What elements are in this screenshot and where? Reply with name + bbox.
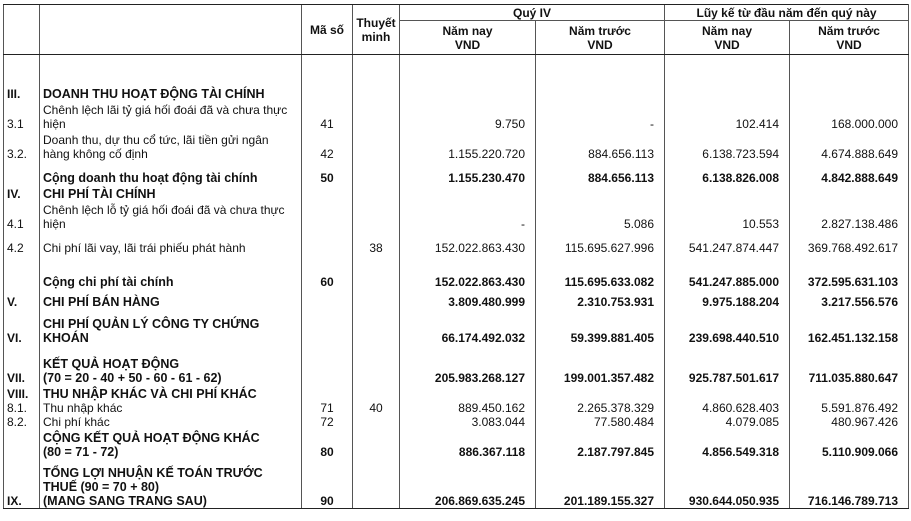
row-code: 90: [302, 459, 353, 509]
row-note: [353, 101, 400, 131]
row-value-3: 930.644.050.935: [665, 459, 790, 509]
row-value-1: 152.022.863.430: [400, 255, 536, 289]
row-value-2: 77.580.484: [536, 415, 665, 429]
row-value-2: [536, 385, 665, 401]
row-value-3: 925.787.501.617: [665, 345, 790, 385]
row-value-3: 6.138.723.594: [665, 131, 790, 161]
statement-row: [4, 309, 909, 345]
row-number: IV.: [4, 185, 40, 201]
row-description: Cộng doanh thu hoạt động tài chính: [40, 161, 302, 185]
row-note: [353, 309, 400, 345]
row-value-4: 716.146.789.713: [790, 459, 909, 509]
row-value-1: 205.983.268.127: [400, 345, 536, 385]
note-header: Thuyết minh: [353, 5, 400, 55]
q-this-year-header: Năm nay VND: [400, 21, 536, 55]
row-code: 80: [302, 429, 353, 459]
row-number: III.: [4, 55, 40, 101]
row-value-2: 2.187.797.845: [536, 429, 665, 459]
row-description: THU NHẬP KHÁC VÀ CHI PHÍ KHÁC: [40, 385, 302, 401]
code-header: Mã số: [302, 5, 353, 55]
row-note: 38: [353, 231, 400, 255]
row-description: Chi phí khác: [40, 415, 302, 429]
row-value-2: -: [536, 101, 665, 131]
row-code: 71: [302, 401, 353, 415]
row-number: IX.: [4, 459, 40, 509]
row-number: 3.2.: [4, 131, 40, 161]
row-value-3: 541.247.885.000: [665, 255, 790, 289]
row-number: 4.1: [4, 201, 40, 231]
statement-row: [4, 55, 909, 101]
statement-row: [4, 185, 909, 201]
row-value-4: 4.842.888.649: [790, 161, 909, 185]
row-note: [353, 161, 400, 185]
statement-row: [4, 289, 909, 309]
row-value-4: 5.591.876.492: [790, 401, 909, 415]
row-value-2: 2.265.378.329: [536, 401, 665, 415]
row-note: [353, 429, 400, 459]
row-value-1: 3.809.480.999: [400, 289, 536, 309]
row-value-2: [536, 185, 665, 201]
statement-row: [4, 201, 909, 231]
row-value-4: 162.451.132.158: [790, 309, 909, 345]
row-number: 8.1.: [4, 401, 40, 415]
statement-row: [4, 401, 909, 415]
row-value-3: 10.553: [665, 201, 790, 231]
row-value-4: 711.035.880.647: [790, 345, 909, 385]
row-value-3: 102.414: [665, 101, 790, 131]
row-value-4: 168.000.000: [790, 101, 909, 131]
row-description: TỔNG LỢI NHUẬN KẾ TOÁN TRƯỚC THUẾ (90 = 70 + 80) (MANG SANG TRANG SAU): [40, 459, 302, 509]
row-value-4: 4.674.888.649: [790, 131, 909, 161]
statement-row: [4, 101, 909, 131]
financial-statement: [3, 4, 908, 517]
row-number: [4, 255, 40, 289]
row-value-2: 5.086: [536, 201, 665, 231]
q-prev-year-header: Năm trước VND: [536, 21, 665, 55]
row-value-3: 239.698.440.510: [665, 309, 790, 345]
row-code: 72: [302, 415, 353, 429]
row-value-1: 3.083.044: [400, 415, 536, 429]
row-code: 50: [302, 161, 353, 185]
row-value-4: 372.595.631.103: [790, 255, 909, 289]
row-note: [353, 459, 400, 509]
row-description: DOANH THU HOẠT ĐỘNG TÀI CHÍNH: [40, 55, 302, 101]
row-value-4: [790, 185, 909, 201]
row-description: Chênh lệch lỗ tỷ giá hối đoái đã và chưa thực hiện: [40, 201, 302, 231]
row-value-1: 1.155.220.720: [400, 131, 536, 161]
statement-row: [4, 231, 909, 255]
row-value-2: 201.189.155.327: [536, 459, 665, 509]
row-value-2: 115.695.627.996: [536, 231, 665, 255]
row-value-1: 1.155.230.470: [400, 161, 536, 185]
row-value-1: [400, 185, 536, 201]
row-code: [302, 231, 353, 255]
row-value-3: [665, 185, 790, 201]
row-number: V.: [4, 289, 40, 309]
row-value-1: -: [400, 201, 536, 231]
row-value-1: 886.367.118: [400, 429, 536, 459]
row-code: [302, 289, 353, 309]
statement-row: [4, 385, 909, 401]
row-number: [4, 161, 40, 185]
row-value-1: 9.750: [400, 101, 536, 131]
row-description: Doanh thu, dự thu cổ tức, lãi tiền gửi ngân hàng không cố định: [40, 131, 302, 161]
row-number: VI.: [4, 309, 40, 345]
row-value-3: [665, 385, 790, 401]
row-description: CHI PHÍ TÀI CHÍNH: [40, 185, 302, 201]
row-value-4: [790, 55, 909, 101]
income-statement-table: [3, 4, 909, 509]
row-code: [302, 55, 353, 101]
row-note: 40: [353, 401, 400, 415]
row-value-3: 4.860.628.403: [665, 401, 790, 415]
row-note: [353, 345, 400, 385]
row-number: [4, 429, 40, 459]
row-value-2: 884.656.113: [536, 131, 665, 161]
ytd-header: Lũy kế từ đầu năm đến quý này: [665, 5, 909, 21]
statement-row: [4, 429, 909, 459]
row-description: Chênh lệch lãi tỷ giá hối đoái đã và chưa thực hiện: [40, 101, 302, 131]
row-code: [302, 345, 353, 385]
ytd-prev-year-header: Năm trước VND: [790, 21, 909, 55]
row-description: KẾT QUẢ HOẠT ĐỘNG (70 = 20 - 40 + 50 - 60 - 61 - 62): [40, 345, 302, 385]
row-description: Chi phí lãi vay, lãi trái phiếu phát hành: [40, 231, 302, 255]
row-description: Thu nhập khác: [40, 401, 302, 415]
row-description: CỘNG KẾT QUẢ HOẠT ĐỘNG KHÁC (80 = 71 - 72): [40, 429, 302, 459]
statement-row: [4, 345, 909, 385]
row-code: [302, 385, 353, 401]
row-value-1: [400, 385, 536, 401]
row-code: 42: [302, 131, 353, 161]
row-value-3: 4.079.085: [665, 415, 790, 429]
row-note: [353, 201, 400, 231]
row-note: [353, 255, 400, 289]
row-value-1: [400, 55, 536, 101]
row-code: [302, 201, 353, 231]
row-number: 4.2: [4, 231, 40, 255]
row-code: [302, 309, 353, 345]
row-note: [353, 385, 400, 401]
row-code: [302, 185, 353, 201]
row-value-4: [790, 385, 909, 401]
row-number: 3.1: [4, 101, 40, 131]
row-note: [353, 415, 400, 429]
row-value-1: 152.022.863.430: [400, 231, 536, 255]
row-value-4: 2.827.138.486: [790, 201, 909, 231]
row-value-2: 884.656.113: [536, 161, 665, 185]
row-value-3: 541.247.874.447: [665, 231, 790, 255]
row-code: 41: [302, 101, 353, 131]
row-description: Cộng chi phí tài chính: [40, 255, 302, 289]
statement-body: [4, 55, 909, 509]
row-value-4: 480.967.426: [790, 415, 909, 429]
row-number: 8.2.: [4, 415, 40, 429]
row-value-4: 3.217.556.576: [790, 289, 909, 309]
row-value-1: 889.450.162: [400, 401, 536, 415]
quarter-header: Quý IV: [400, 5, 665, 21]
row-description: CHI PHÍ QUẢN LÝ CÔNG TY CHỨNG KHOÁN: [40, 309, 302, 345]
row-note: [353, 55, 400, 101]
row-number: VIII.: [4, 385, 40, 401]
statement-row: [4, 459, 909, 509]
row-value-3: 9.975.188.204: [665, 289, 790, 309]
row-value-2: 2.310.753.931: [536, 289, 665, 309]
statement-row: [4, 255, 909, 289]
row-value-2: 59.399.881.405: [536, 309, 665, 345]
row-value-2: 115.695.633.082: [536, 255, 665, 289]
row-note: [353, 185, 400, 201]
row-value-1: 206.869.635.245: [400, 459, 536, 509]
ytd-this-year-header: Năm nay VND: [665, 21, 790, 55]
row-code: 60: [302, 255, 353, 289]
row-value-4: 5.110.909.066: [790, 429, 909, 459]
row-note: [353, 289, 400, 309]
row-description: CHI PHÍ BÁN HÀNG: [40, 289, 302, 309]
row-value-4: 369.768.492.617: [790, 231, 909, 255]
row-value-3: [665, 55, 790, 101]
header-row-1: [4, 5, 909, 21]
row-value-2: 199.001.357.482: [536, 345, 665, 385]
row-note: [353, 131, 400, 161]
row-value-3: 4.856.549.318: [665, 429, 790, 459]
row-value-2: [536, 55, 665, 101]
row-value-1: 66.174.492.032: [400, 309, 536, 345]
statement-row: [4, 161, 909, 185]
row-value-3: 6.138.826.008: [665, 161, 790, 185]
statement-row: [4, 131, 909, 161]
row-number: VII.: [4, 345, 40, 385]
statement-row: [4, 415, 909, 429]
